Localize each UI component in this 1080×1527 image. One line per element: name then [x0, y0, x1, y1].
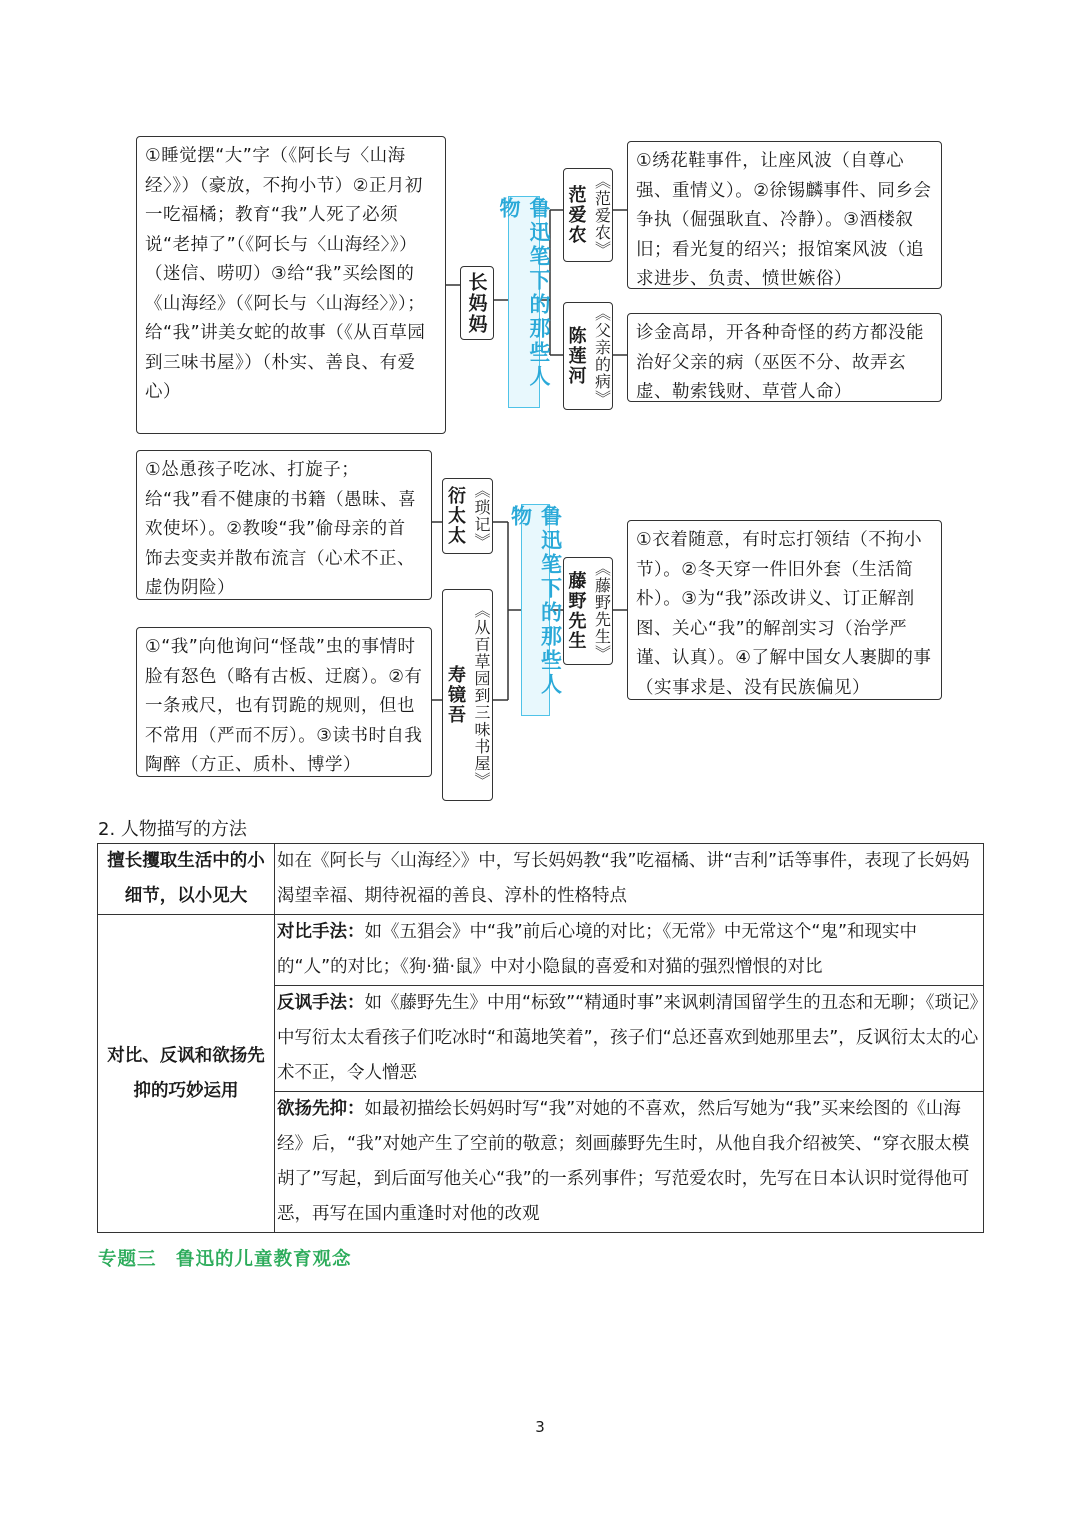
yantaitai-name: 衍太太 — [445, 486, 466, 546]
yantaitai-work-title: 《琐记》 — [472, 482, 491, 550]
changmama-detail — [136, 136, 446, 434]
row2-head: 对比、反讽和欲扬先抑的巧妙运用 — [98, 915, 275, 1233]
table-row — [98, 915, 984, 986]
tengye-work-title: 《藤野先生》 — [592, 560, 612, 662]
contrast-label: 对比手法： — [277, 922, 365, 942]
page-number: 3 — [535, 1418, 545, 1436]
tengye-name: 藤野先生 — [565, 571, 587, 651]
row1-body: 如在《阿长与〈山海经〉》中，写长妈妈教“我”吃福橘、讲“吉利”话等事件，表现了长妈妈渴望幸福、期待祝福的善良、淳朴的性格特点 — [275, 844, 984, 915]
shoujingwu-detail-text: ①“我”向他询问“怪哉”虫的事情时脸有怒色（略有古板、迂腐）。②有一条戒尺，也有罚跪的规则，但也不常用（严而不厉）。③读书时自我陶醉（方正、质朴、博学） — [145, 637, 423, 775]
topic-heading: 专题三 鲁迅的儿童教育观念 — [98, 1249, 352, 1270]
fanainong-detail-text: ①绣花鞋事件，让座风波（自尊心强、重情义）。②徐锡麟事件、同乡会争执（倔强耿直、冷静）。③酒楼叙旧；看光复的绍兴；报馆案风波（追求进步、负责、愤世嫉俗） — [636, 151, 932, 289]
changmama-name: 长妈妈 — [460, 266, 494, 340]
chenlianhe-name: 陈莲河 — [565, 326, 587, 386]
fanainong-node — [563, 168, 613, 262]
shoujingwu-detail — [136, 627, 432, 777]
fanainong-name: 范爱农 — [565, 185, 587, 245]
changmama-detail-text: ①睡觉摆“大”字（《阿长与〈山海经〉》）（豪放，不拘小节）②正月初一吃福橘；教育“我”人死了必须说“老掉了”（《阿长与〈山海经〉》）（迷信、唠叨）③给“我”买绘图的《山海经》（《阿长与〈山海经〉》）；给“我”讲美女蛇的故事（《从百草园到三味书屋》）（朴实、善良、有爱心） — [145, 146, 426, 402]
chenlianhe-node — [563, 302, 613, 410]
chenlianhe-detail — [627, 313, 942, 402]
irony-body: 如《藤野先生》中用“标致”“精通时事”来讽刺清国留学生的丑态和无聊；《琐记》中写衍太太看孩子们吃冰时“和蔼地笑着”，孩子们“总还喜欢到她那里去”，反讽衍太太的心术不正，令人憎恶 — [277, 993, 979, 1083]
fanainong-detail — [627, 141, 942, 289]
method-table — [97, 843, 984, 1233]
restrain-body: 如最初描绘长妈妈时写“我”对她的不喜欢，然后写她为“我”买来绘图的《山海经》后，“我”对她产生了空前的敬意；刻画藤野先生时，从他自我介绍被笑、“穿衣服太模胡了”写起，到后面写他关心“我”的一系列事件；写范爱农时，先写在日本认识时觉得他可恶，再写在国内重逢时对他的改观 — [277, 1099, 970, 1224]
tengye-node — [563, 557, 613, 665]
table-row — [98, 844, 984, 915]
map2-center-node: 鲁迅笔下的那些人物 — [521, 504, 550, 716]
yantaitai-detail — [136, 450, 432, 600]
tengye-detail-text: ①衣着随意，有时忘打领结（不拘小节）。②冬天穿一件旧外套（生活简朴）。③为“我”添改讲义、订正解剖图、关心“我”的解剖实习（治学严谨、认真）。④了解中国女人裹脚的事（实事求是、没有民族偏见） — [636, 530, 932, 698]
contrast-cell — [275, 915, 984, 986]
restrain-label: 欲扬先抑： — [277, 1099, 365, 1119]
irony-label: 反讽手法： — [277, 993, 365, 1013]
fanainong-work-title: 《范爱农》 — [592, 172, 612, 258]
chenlianhe-work-title: 《父亲的病》 — [592, 305, 612, 407]
shoujingwu-node — [442, 589, 493, 801]
section-title: 2. 人物描写的方法 — [98, 819, 247, 840]
chenlianhe-detail-text: 诊金高昂，开各种奇怪的药方都没能治好父亲的病（巫医不分、故弄玄虚、勒索钱财、草菅人命） — [636, 323, 924, 402]
map1-center-node: 鲁迅笔下的那些人物 — [508, 196, 540, 408]
tengye-detail — [627, 520, 942, 700]
yantaitai-detail-text: ①怂恿孩子吃冰、打旋子；给“我”看不健康的书籍（愚昧、喜欢使坏）。②教唆“我”偷母亲的首饰去变卖并散布流言（心术不正、虚伪阴险） — [145, 460, 417, 598]
shoujingwu-name: 寿镜吾 — [445, 665, 466, 725]
shoujingwu-work-title: 《从百草园到三味书屋》 — [472, 601, 491, 789]
restrain-cell — [275, 1092, 984, 1233]
yantaitai-node — [442, 478, 493, 554]
contrast-body: 如《五猖会》中“我”前后心境的对比；《无常》中无常这个“鬼”和现实中的“人”的对比；《狗·猫·鼠》中对小隐鼠的喜爱和对猫的强烈憎恨的对比 — [277, 922, 918, 977]
irony-cell — [275, 986, 984, 1092]
row1-head: 擅长攫取生活中的小细节，以小见大 — [98, 844, 275, 915]
